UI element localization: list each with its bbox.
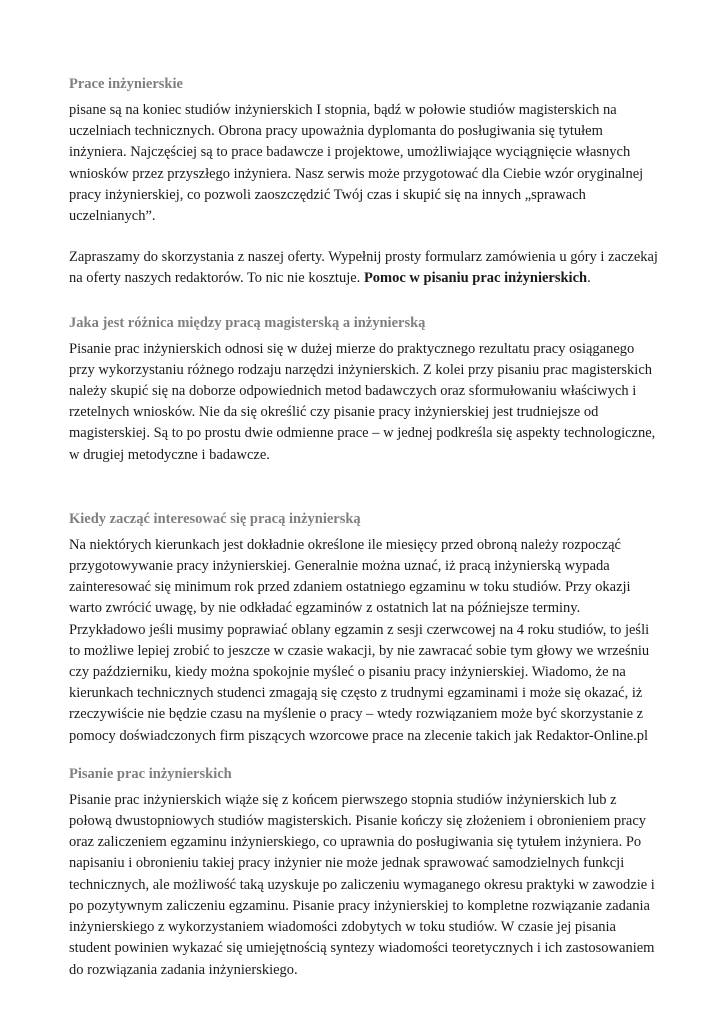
paragraph-prace-intro: pisane są na koniec studiów inżynierskich I stopnia, bądź w połowie studiów magisterskich na uczelniach technicznych. Obrona pracy upoważnia dyplomanta do posługiwania się tytułem inżyniera. Najczęściej są to prace badawcze i projektowe, umożliwiające wyciągnięcie własnych wniosków przez przyszłego inżyniera. Nasz serwis może przygotować dla Ciebie wzór oryginalnej pracy inżynierskiej, co pozwoli zaoszczędzić Twój czas i skupić się na innych „sprawach uczelnianych”. xyxy=(69,102,644,225)
document-page xyxy=(69,72,659,981)
paragraph-roznica: Pisanie prac inżynierskich odnosi się w dużej mierze do praktycznego rezultatu pracy osiąganego przy wykorzystaniu różnego rodzaju narzędzi inżynierskich. Z kolei przy pisaniu prac magisterskich należy skupić się na doborze odpowiednich metod badawczych oraz sformułowaniu właściwych i rzetelnych wniosków. Nie da się określić czy pisanie pracy inżynierskiej jest trudniejsze od magisterskiej. Są to po prostu dwie odmienne prace – w jednej podkreśla się aspekty technologiczne, w drugiej metodyczne i badawcze. xyxy=(69,340,656,463)
paragraph-prace-offer-end: . xyxy=(587,270,591,287)
paragraph-prace-offer xyxy=(69,247,659,289)
paragraph-pisanie: Pisanie prac inżynierskich wiąże się z końcem pierwszego stopnia studiów inżynierskich lub z połową dwustopniowych studiów magisterskich. Pisanie kończy się złożeniem i obronieniem pracy oraz zaliczeniem egzaminu inżynierskiego, co uprawnia do posługiwania się tytułem inżyniera. Po napisaniu i obronieniu takiej pracy inżynier nie może jednak sprawować samodzielnych funkcji technicznych, ale możliwość taką uzyskuje po zaliczeniu wymaganego okresu praktyki w zawodzie i po pozytywnym zaliczeniu egzaminu. Pisanie pracy inżynierskiej to kompletne rozwiązanie zadania inżynierskiego z wykorzystaniem wiadomości zdobytych w toku studiów. W czasie jej pisania student powinien wykazać się umiejętnością syntezy wiadomości teoretycznych i ich zastosowaniem do rozwiązania zadania inżynierskiego. xyxy=(69,791,655,978)
section-heading-pisanie: Pisanie prac inżynierskich xyxy=(69,765,232,782)
section-heading-prace: Prace inżynierskie xyxy=(69,76,183,92)
paragraph-prace-offer-bold: Pomoc w pisaniu prac inżynierskich xyxy=(363,270,588,287)
paragraph-kiedy: Na niektórych kierunkach jest dokładnie określone ile miesięcy przed obroną należy rozpocząć przygotowywanie pracy inżynierskiej. Generalnie można uznać, iż pracą inżynierską wypada zainteresować się minimum rok przed zdaniem ostatniego egzaminu w toku studiów. Przy okazji warto zwrócić uwagę, by nie odkładać egzaminów z ostatnich lat na późniejsze terminy. Przykładowo jeśli musimy poprawiać oblany egzamin z sesji czerwcowej na 4 roku studiów, to jeśli to możliwe lepiej zrobić to jeszcze w czasie wakacji, by nie zawracać sobie tym głowy we wrześniu czy październiku, kiedy można spokojnie myśleć o pisaniu pracy inżynierskiej. Wiadomo, że na kierunkach technicznych studenci zmagają się często z trudnymi egzaminami i może się okazać, iż rzeczywiście nie będzie czasu na myślenie o pracy – wtedy rozwiązaniem może być skorzystanie z pomocy doświadczonych firm piszących wzorcowe prace na zlecenie takich jak Redaktor-Online.pl xyxy=(69,536,650,744)
section-heading-kiedy: Kiedy zacząć interesować się pracą inżynierską xyxy=(69,510,361,527)
paragraph-prace-offer-text: Zapraszamy do skorzystania z naszej oferty. Wypełnij prosty formularz zamówienia u góry i zaczekaj na oferty naszych redaktorów. To nic nie kosztuje. xyxy=(69,249,658,287)
section-heading-roznica: Jaka jest różnica między pracą magisterską a inżynierską xyxy=(69,314,426,331)
